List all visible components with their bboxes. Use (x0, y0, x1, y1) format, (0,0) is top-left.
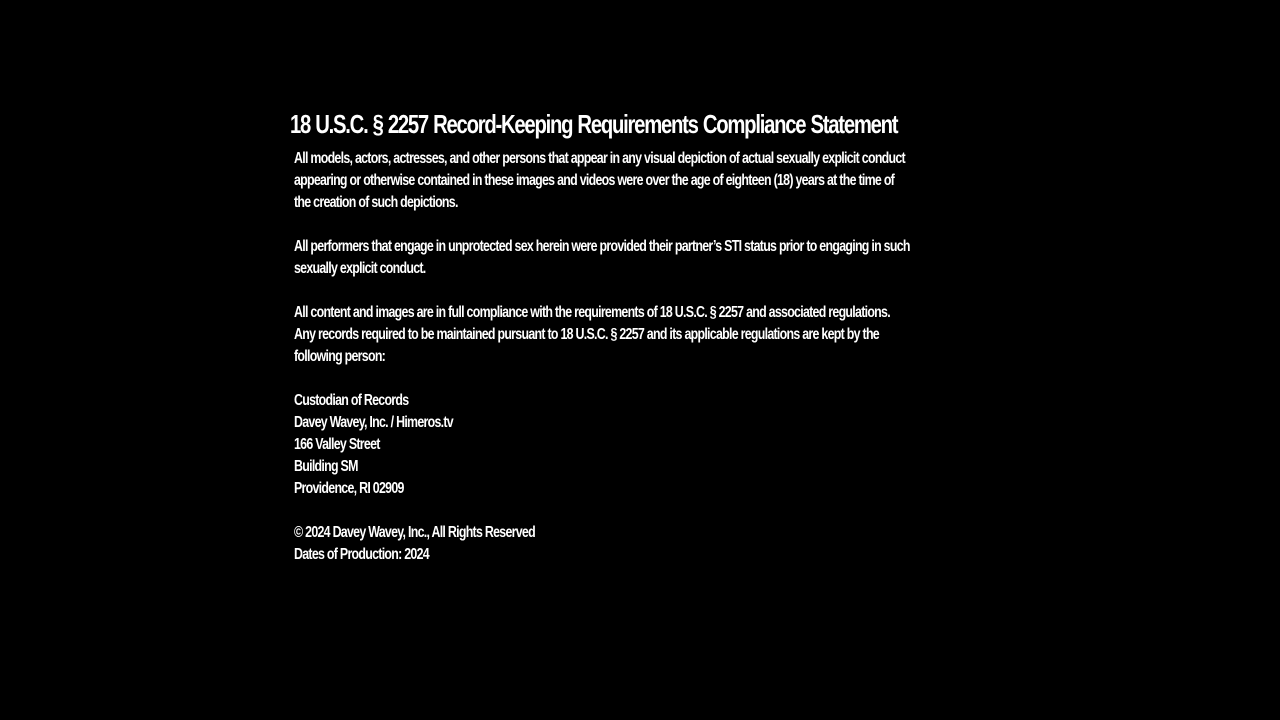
paragraph-line: sexually explicit conduct. (294, 260, 426, 277)
custodian-heading: Custodian of Records (294, 392, 409, 409)
statement-body (290, 148, 990, 566)
paragraph-line: the creation of such depictions. (294, 194, 458, 211)
copyright-line: © 2024 Davey Wavey, Inc., All Rights Reserved (294, 524, 535, 541)
statement-footer (294, 522, 986, 566)
production-dates: Dates of Production: 2024 (294, 546, 429, 563)
compliance-paragraph (294, 302, 986, 368)
compliance-statement (290, 104, 990, 588)
custodian-street: 166 Valley Street (294, 436, 380, 453)
age-paragraph (294, 148, 986, 214)
paragraph-line: Any records required to be maintained pursuant to 18 U.S.C. § 2257 and its applicable regulations are kept by the (294, 326, 879, 343)
custodian-address (294, 390, 986, 500)
sti-paragraph (294, 236, 986, 280)
paragraph-line: All content and images are in full compliance with the requirements of 18 U.S.C. § 2257 and associated regulations. (294, 304, 890, 321)
statement-title: 18 U.S.C. § 2257 Record-Keeping Requirements Compliance Statement (290, 109, 898, 139)
paragraph-line: All performers that engage in unprotected sex herein were provided their partner’s STI status prior to engaging in such (294, 238, 910, 255)
custodian-building: Building SM (294, 458, 358, 475)
custodian-city: Providence, RI 02909 (294, 480, 404, 497)
paragraph-line: All models, actors, actresses, and other persons that appear in any visual depiction of actual sexually explicit conduct (294, 150, 905, 167)
custodian-company: Davey Wavey, Inc. / Himeros.tv (294, 414, 453, 431)
paragraph-line: appearing or otherwise contained in these images and videos were over the age of eighteen (18) years at the time of (294, 172, 895, 189)
paragraph-line: following person: (294, 348, 386, 365)
